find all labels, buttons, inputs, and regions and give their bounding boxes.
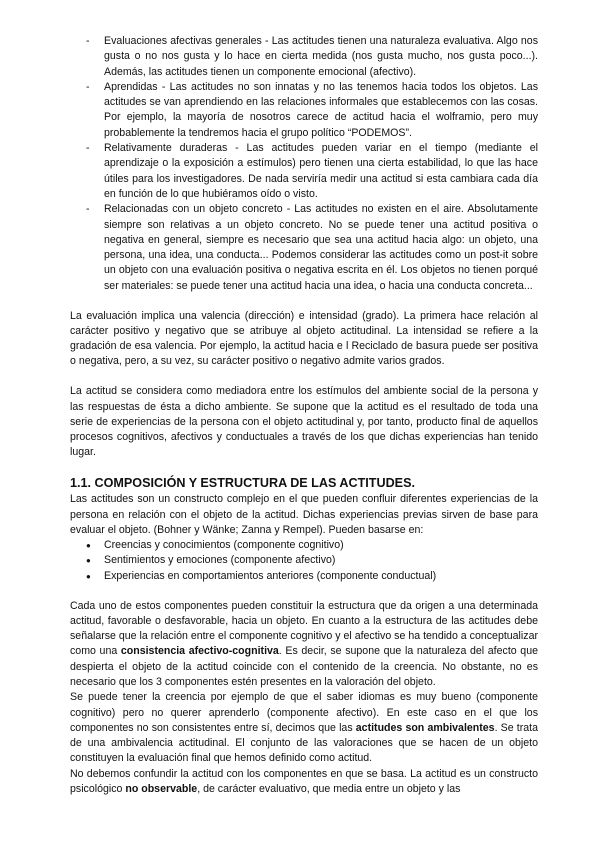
- bold-term-not-observable: no observable: [125, 783, 198, 796]
- list-item: - Aprendidas - Las actitudes no son innatas y no las tenemos hacia todos los objetos. Las actitudes se van aprendiendo en las relaciones informales que establecemos con las cosas. Por ejemplo, la mayoría de nosotros carece de actitud hacia el wolframio, pero muy probablemente la tendremos hacia el grupo político “PODEMOS”.: [70, 80, 538, 141]
- bold-term-ambivalent: actitudes son ambivalentes: [355, 721, 495, 734]
- list-item: ● Creencias y conocimientos (componente cognitivo): [70, 538, 538, 553]
- intro-paragraph: Las actitudes son un constructo complejo en el que pueden confluir diferentes experiencias de la persona en relación con el objeto de la actitud. Dichas experiencias previas sirven de base para evaluar el objeto. (Bohner y Wänke; Zanna y Rempel). Pueden basarse en:: [70, 493, 538, 536]
- list-item: - Relativamente duraderas - Las actitudes pueden variar en el tiempo (mediante el aprendizaje o la exposición a estímulos) pero tienen una cierta estabilidad, lo que las hace útiles para los investigadores. De nada serviría medir una actitud si esta cambiara cada día en función de lo que hubiéramos oído o visto.: [70, 141, 538, 202]
- paragraph-valence: La evaluación implica una valencia (dirección) e intensidad (grado). La primera hace relación al carácter positivo y negativo que se atribuye al objeto actitudinal. La intensidad se refiere a la gradación de esa valencia. Por ejemplo, la actitud hacia e l Reciclado de basura puede ser positiva o negativa, pero, a su vez, su carácter positivo o negativo admite varios grados.: [70, 309, 538, 368]
- bold-term-consistency: consistencia afectivo-cognitiva: [120, 645, 279, 658]
- list-item: ● Sentimientos y emociones (componente afectivo): [70, 553, 538, 568]
- section-heading: 1.1. COMPOSICIÓN Y ESTRUCTURA DE LAS ACTITUDES.: [70, 476, 415, 491]
- paragraph-ambivalent: Se puede tener la creencia por ejemplo de que el saber idiomas es muy bueno (componente cognitivo) pero no querer aprenderlo (componente afectivo). En este caso en el que los componentes no son consistentes entre sí, decimos que las actitudes son ambivalentes. Se trata de una ambivalencia actitudinal. El conjunto de las valoraciones que se hacen de un objeto constituyen la evaluación final que hemos definido como actitud.: [70, 691, 538, 765]
- paragraph-mediator: La actitud se considera como mediadora entre los estímulos del ambiente social de la persona y las respuestas de ésta a dicho ambiente. Se supone que la actitud es el resultado de toda una serie de experiencias de la persona con el objeto actitudinal y, por tanto, producto final de aquellos procesos cognitivos, afectivos y conductuales a través de los que dichas experiencias han tenido lugar.: [70, 385, 538, 459]
- paragraph-structure: Cada uno de estos componentes pueden constituir la estructura que da origen a una determinada actitud, favorable o desfavorable, hacia un objeto. En cuanto a la estructura de las actitudes debe señalarse que la relación entre el componente cognitivo y el afectivo se ha tendido a conceptualizar como una consistencia afectivo-cognitiva. Es decir, se supone que la naturaleza del afecto que despierta el objeto de la actitud coincide con el contenido de la creencia. No obstante, no es necesario que los 3 componentes estén presentes en la valoración del objeto.: [70, 599, 538, 688]
- list-item: - Relacionadas con un objeto concreto - Las actitudes no existen en el aire. Absolutamente siempre son relativas a un objeto concreto. No se puede tener una actitud positiva o negativa en general, siempre es necesario que sea una actitud hacia algo: un objeto, una persona, una idea, una conducta... Podemos considerar las actitudes como un post-it sobre un objeto con una evaluación positiva o negativa escrita en él. Los objetos no tienen porqué ser materiales: se puede tener una actitud hacia una idea, o hacia una conducta concreta...: [70, 202, 538, 294]
- list-item: - Evaluaciones afectivas generales - Las actitudes tienen una naturaleza evaluativa. Algo nos gusta o no nos gusta y lo hace en cierta medida (nos gusta mucho, nos gusta poco...). Además, las actitudes tienen un componente emocional (afectivo).: [70, 34, 538, 80]
- attributes-list: [70, 34, 538, 294]
- list-item: ● Experiencias en comportamientos anteriores (componente conductual): [70, 569, 538, 584]
- components-list: [70, 538, 538, 584]
- paragraph-observable: No debemos confundir la actitud con los componentes en que se basa. La actitud es un constructo psicológico no observable, de carácter evaluativo, que media entre un objeto y las: [70, 767, 538, 796]
